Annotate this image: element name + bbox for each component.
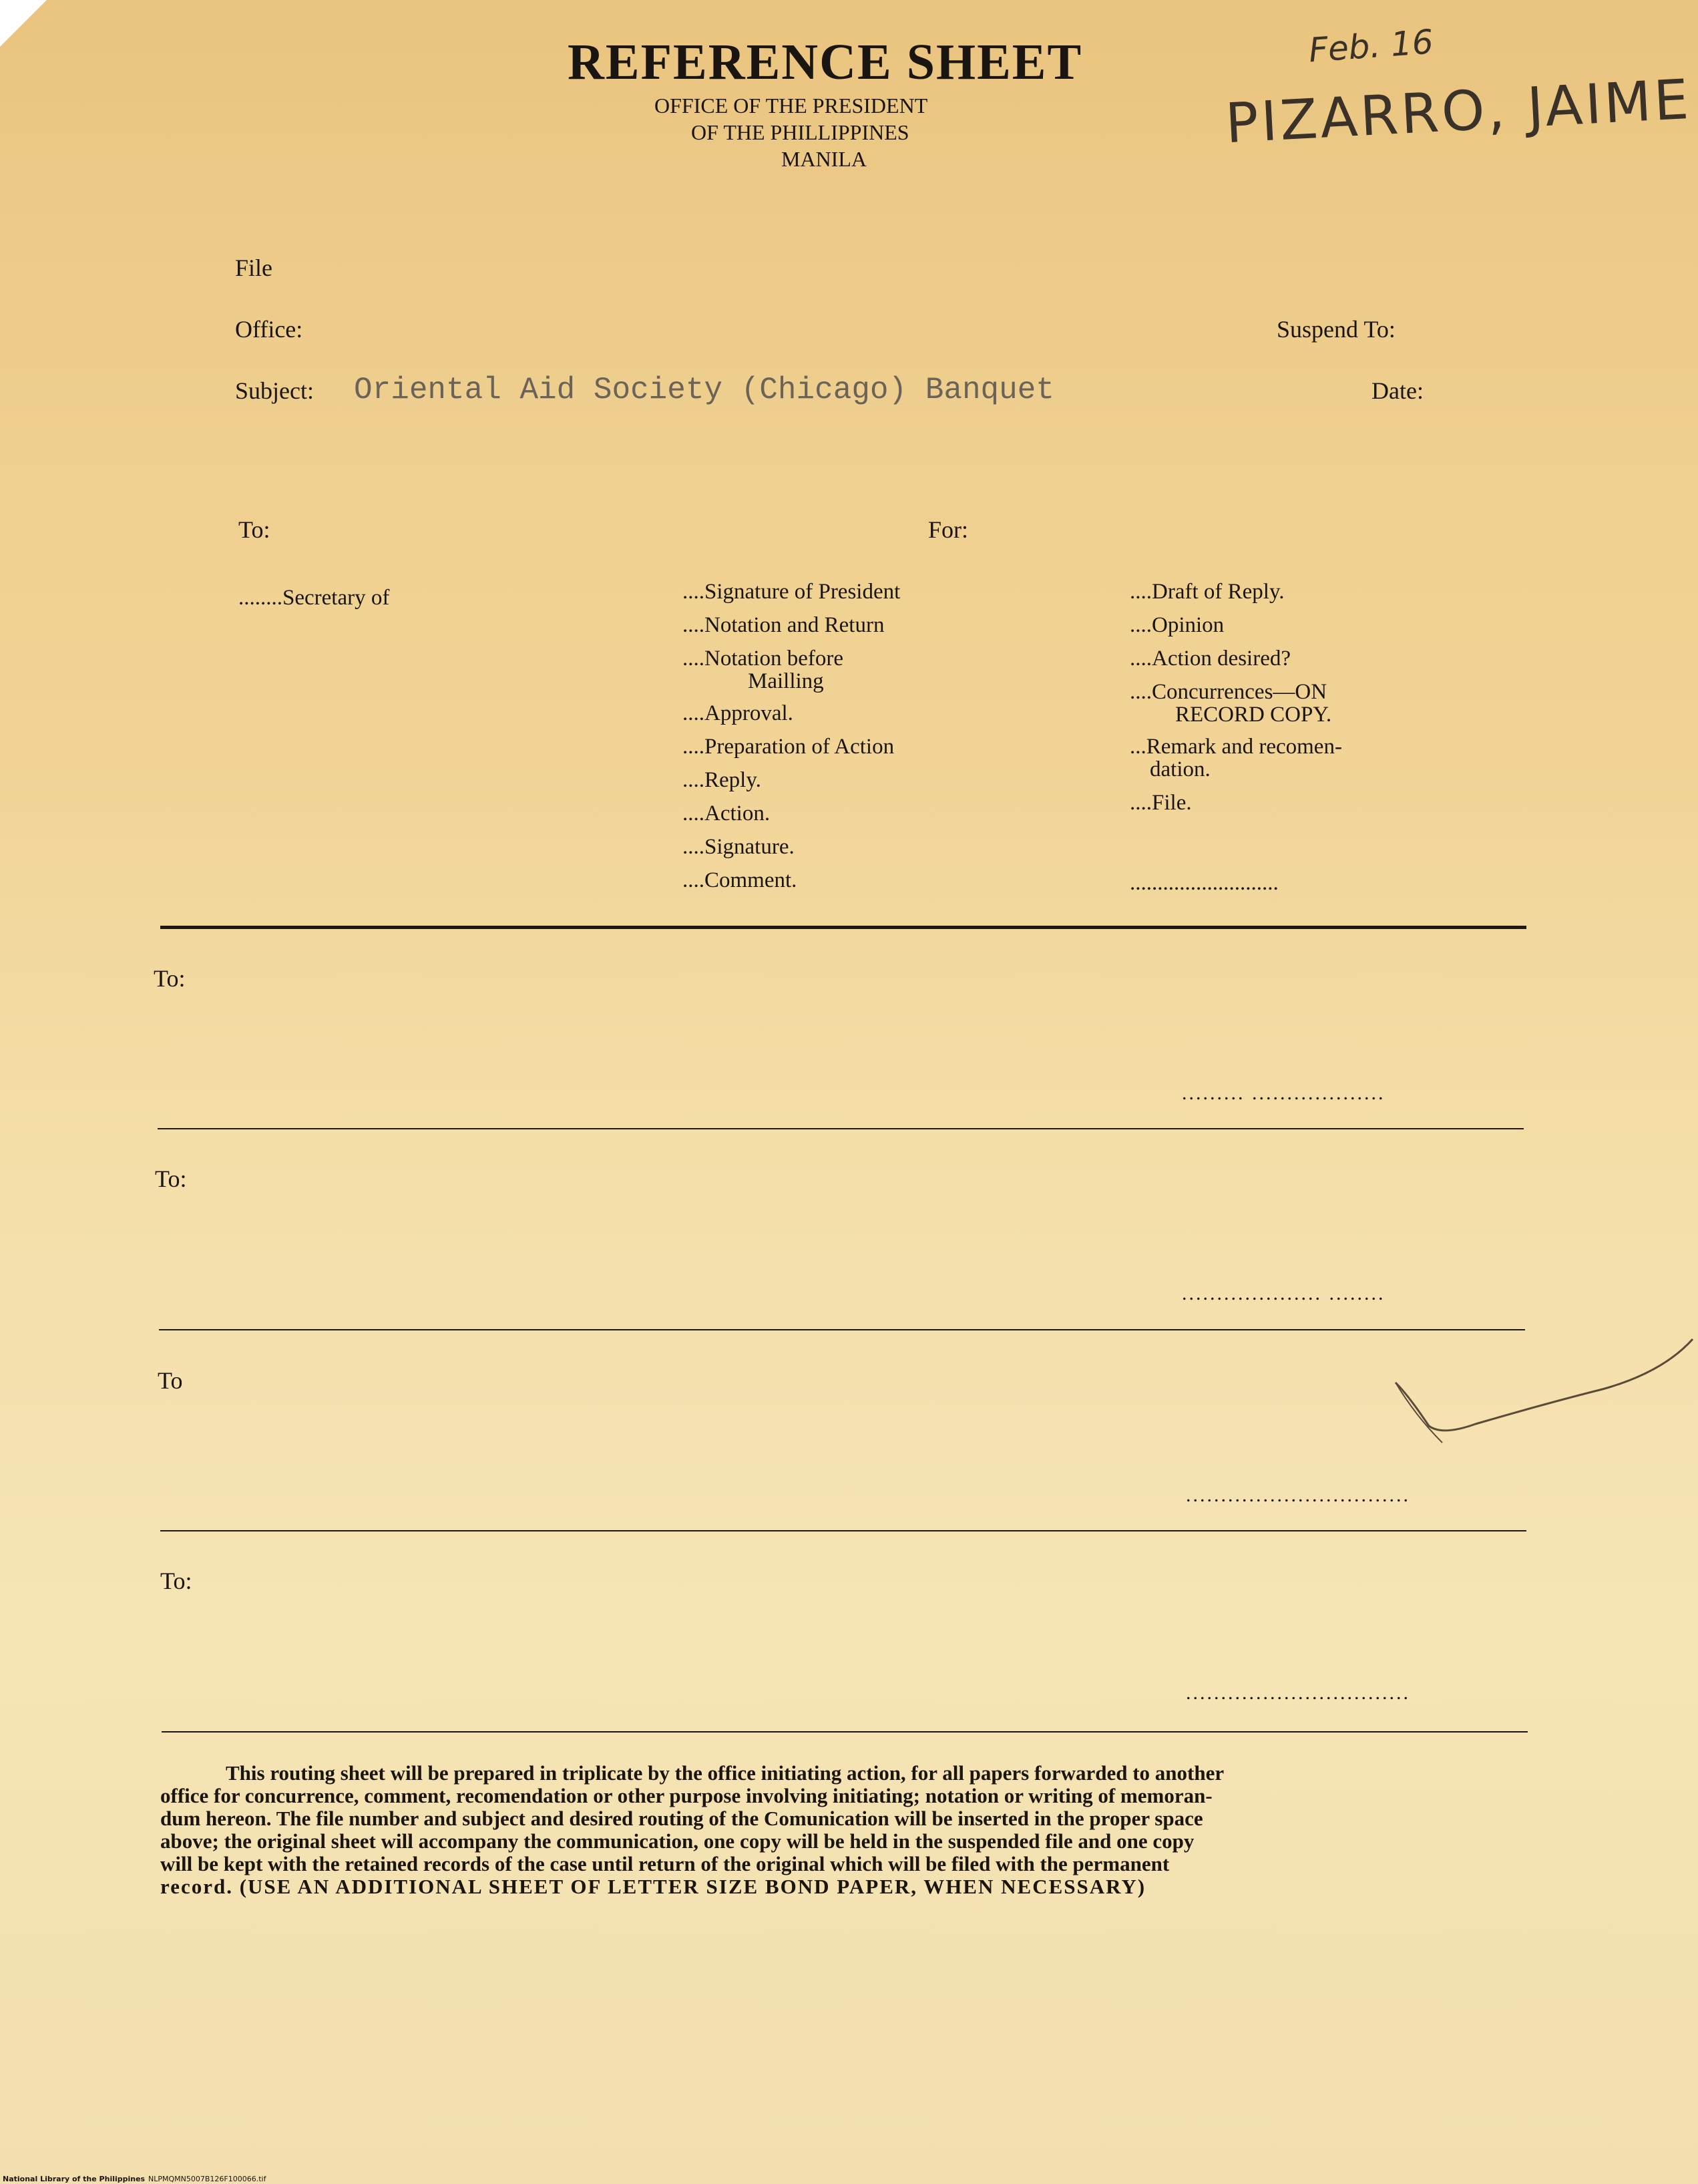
for-item: ....Draft of Reply. (1130, 580, 1285, 604)
date-label: Date: (1371, 377, 1424, 404)
routing-signature-line: ................................ (1186, 1682, 1410, 1704)
to-label: To: (238, 516, 270, 543)
torn-corner (0, 0, 47, 47)
for-item-continued: RECORD COPY. (1175, 703, 1332, 727)
for-item: ....Notation and Return (682, 613, 885, 637)
sheet-title: REFERENCE SHEET (568, 34, 1083, 90)
for-item: ...Remark and recomen- (1130, 735, 1342, 759)
routing-divider (160, 1530, 1526, 1531)
routing-to-label: To (158, 1367, 183, 1394)
instructions-line: dum hereon. The file number and subject and desired routing of the Comunication will be inserted in the proper space (160, 1807, 1203, 1830)
routing-divider (158, 1128, 1524, 1129)
instructions-line: office for concurrence, comment, recomendation or other purpose involving initiating; notation or writing of memoran- (160, 1784, 1213, 1807)
suspend-label: Suspend To: (1277, 316, 1396, 343)
for-item: ....Preparation of Action (682, 735, 895, 759)
routing-to-label: To: (155, 1165, 187, 1192)
footer-file-id: NLPMQMN5007B126F100066.tif (148, 2175, 266, 2183)
handwritten-name: PIZARRO, JAIME (1223, 67, 1693, 156)
header-country: OF THE PHILLIPPINES (691, 120, 909, 144)
file-label: File (235, 254, 273, 281)
routing-divider (162, 1731, 1528, 1733)
routing-to-label: To: (154, 965, 186, 992)
for-item: ....Opinion (1130, 613, 1225, 637)
for-item: ....Signature of President (682, 580, 901, 604)
for-item: ....Action. (682, 801, 771, 826)
handwritten-date: Feb. 16 (1307, 22, 1435, 70)
for-item-continued: Mailling (748, 669, 824, 693)
for-item: ....Comment. (682, 868, 797, 892)
secretary-of: ........Secretary of (238, 586, 390, 610)
section-divider (160, 926, 1526, 929)
for-item: ....Concurrences—ON (1130, 680, 1327, 704)
for-item-continued: dation. (1150, 757, 1211, 781)
pencil-check-mark (1382, 1336, 1698, 1469)
for-item: ....File. (1130, 791, 1192, 815)
for-label: For: (928, 516, 969, 543)
header-city: MANILA (781, 147, 867, 171)
for-item: ....Reply. (682, 768, 761, 792)
instructions-line: will be kept with the retained records of the case until return of the original which will be filed with the permanent (160, 1852, 1170, 1875)
for-item: ....Action desired? (1130, 647, 1291, 671)
routing-to-label: To: (160, 1568, 192, 1594)
for-item: ....Signature. (682, 835, 795, 859)
routing-signature-line: ................................ (1186, 1484, 1410, 1506)
office-label: Office: (235, 316, 303, 343)
for-item: ....Notation before (682, 647, 844, 671)
subject-value: Oriental Aid Society (Chicago) Banquet (354, 373, 1054, 407)
routing-signature-line: .................... ........ (1182, 1282, 1386, 1304)
instructions-line: This routing sheet will be prepared in triplicate by the office initiating action, for all papers forwarded to another (226, 1761, 1225, 1785)
routing-signature-line: ......... ................... (1182, 1082, 1386, 1104)
instructions-line: above; the original sheet will accompany the communication, one copy will be held in the suspended file and one copy (160, 1829, 1195, 1853)
for-item: ....Approval. (682, 701, 793, 725)
routing-divider (159, 1329, 1525, 1330)
footer-library: National Library of the Philippines (3, 2175, 146, 2183)
instructions-line: record. (USE AN ADDITIONAL SHEET OF LETTER SIZE BOND PAPER, WHEN NECESSARY) (160, 1875, 1146, 1898)
for-blank-line: ........................... (1130, 871, 1279, 895)
subject-label: Subject: (235, 377, 314, 404)
header-office: OFFICE OF THE PRESIDENT (654, 94, 928, 118)
